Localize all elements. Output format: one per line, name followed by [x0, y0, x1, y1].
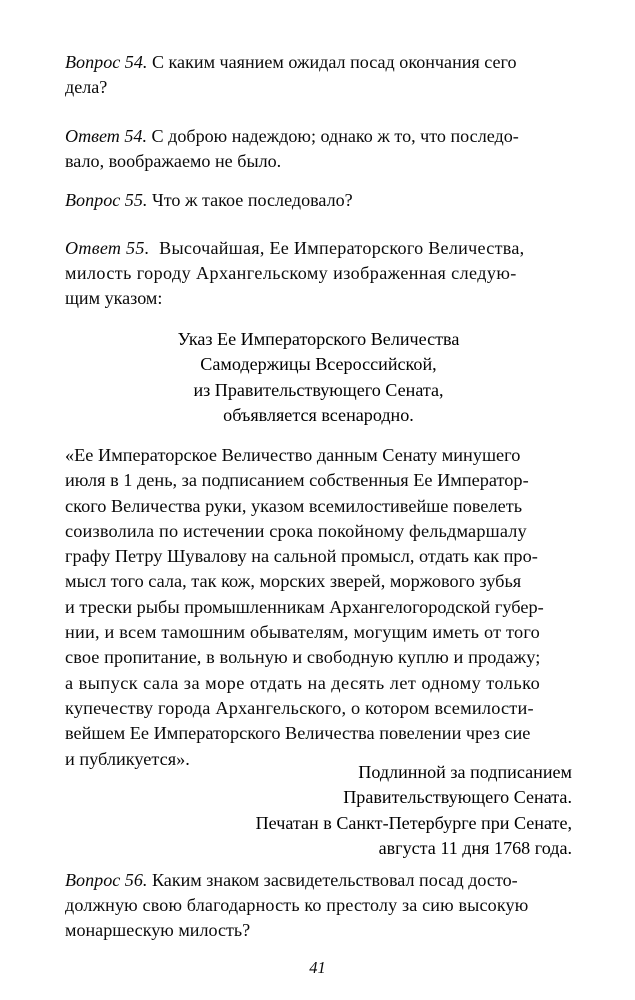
- answer-55-line-2: милость городу Архангельскому изображенная следую-: [65, 263, 517, 284]
- decree-body-line-6: мысл того сала, так кож, морских зверей, моржового зубья: [65, 571, 522, 592]
- answer-54-label: Ответ 54.: [65, 126, 147, 146]
- signature-line-3: Печатан в Санкт-Петербурге при Сенате,: [255, 812, 572, 833]
- decree-body-line-8: нии, и всем тамошним обывателям, могущим иметь от того: [65, 622, 540, 643]
- answer-55-line-3: щим указом:: [65, 288, 163, 309]
- answer-54-block: [65, 124, 572, 174]
- question-55-label: Вопрос 55.: [65, 190, 148, 210]
- question-55-line-1: [65, 188, 572, 213]
- decree-body-line-12: вейшем Ее Императорского Величества повелении чрез сие: [65, 723, 531, 744]
- answer-55-text-1: Высочайшая, Ее Императорского Величества,: [159, 238, 525, 258]
- decree-heading-line-1: Указ Ее Императорского Величества: [177, 329, 460, 349]
- signature-block: [65, 760, 572, 862]
- decree-body-line-10: а выпуск сала за море отдать на десять лет одному только: [65, 672, 541, 693]
- decree-body-line-7: и трески рыбы промышленникам Архангелогородской губер-: [65, 596, 544, 617]
- decree-body-block: [65, 443, 572, 772]
- decree-body-line-4: соизволила по истечении срока покойному фельдмаршалу: [65, 520, 527, 541]
- question-56-block: [65, 868, 572, 944]
- answer-54-line-1: [65, 124, 572, 149]
- signature-line-2: Правительствующего Сената.: [343, 787, 572, 808]
- question-54-line-2: дела?: [65, 77, 108, 98]
- decree-body-line-11: купечеству города Архангельского, о котором всемилости-: [65, 697, 534, 718]
- question-54-line-1: [65, 50, 572, 75]
- question-55-text-1: Что ж такое последовало?: [151, 190, 353, 210]
- question-56-line-3: монаршескую милость?: [65, 920, 251, 941]
- signature-line-1: Подлинной за подписанием: [358, 762, 572, 782]
- question-56-line-2: должную свою благодарность ко престолу за сию высокую: [65, 895, 529, 916]
- decree-body-line-5: графу Петру Шувалову на сальной промысл, отдать как про-: [65, 546, 538, 567]
- answer-55-block: [65, 236, 572, 312]
- decree-body-line-13: и публикуется».: [65, 748, 190, 769]
- question-56-text-1: Каким знаком засвидетельствовал посад досто-: [151, 870, 518, 890]
- decree-heading-line-2: Самодержицы Всероссийской,: [200, 354, 437, 375]
- question-56-line-1: [65, 868, 572, 893]
- decree-heading-block: [65, 327, 572, 429]
- decree-body-line-1: «Ее Императорское Величество данным Сенату минушего: [65, 445, 521, 465]
- question-56-label: Вопрос 56.: [65, 870, 148, 890]
- decree-body-line-3: ского Величества руки, указом всемилостивейше повелеть: [65, 495, 523, 516]
- page-number: 41: [309, 958, 326, 977]
- decree-heading-line-3: из Правительствующего Сената,: [193, 379, 444, 400]
- answer-54-text-1: С доброю надеждою; однако ж то, что последо-: [151, 126, 519, 146]
- decree-body-line-2: июля в 1 день, за подписанием собственныя Ее Император-: [65, 470, 529, 491]
- signature-line-4: августа 11 дня 1768 года.: [378, 838, 572, 859]
- question-54-block: [65, 50, 572, 100]
- answer-54-line-2: вало, воображаемо не было.: [65, 151, 282, 172]
- question-54-label: Вопрос 54.: [65, 52, 148, 72]
- decree-body-line-9: свое пропитание, в вольную и свободную куплю и продажу;: [65, 647, 541, 668]
- answer-55-line-1: [65, 236, 572, 261]
- decree-heading-line-4: объявляется всенародно.: [223, 405, 414, 426]
- question-55-block: [65, 188, 572, 213]
- answer-55-label: Ответ 55.: [65, 238, 150, 258]
- question-54-text-1: С каким чаянием ожидал посад окончания сего: [151, 52, 517, 72]
